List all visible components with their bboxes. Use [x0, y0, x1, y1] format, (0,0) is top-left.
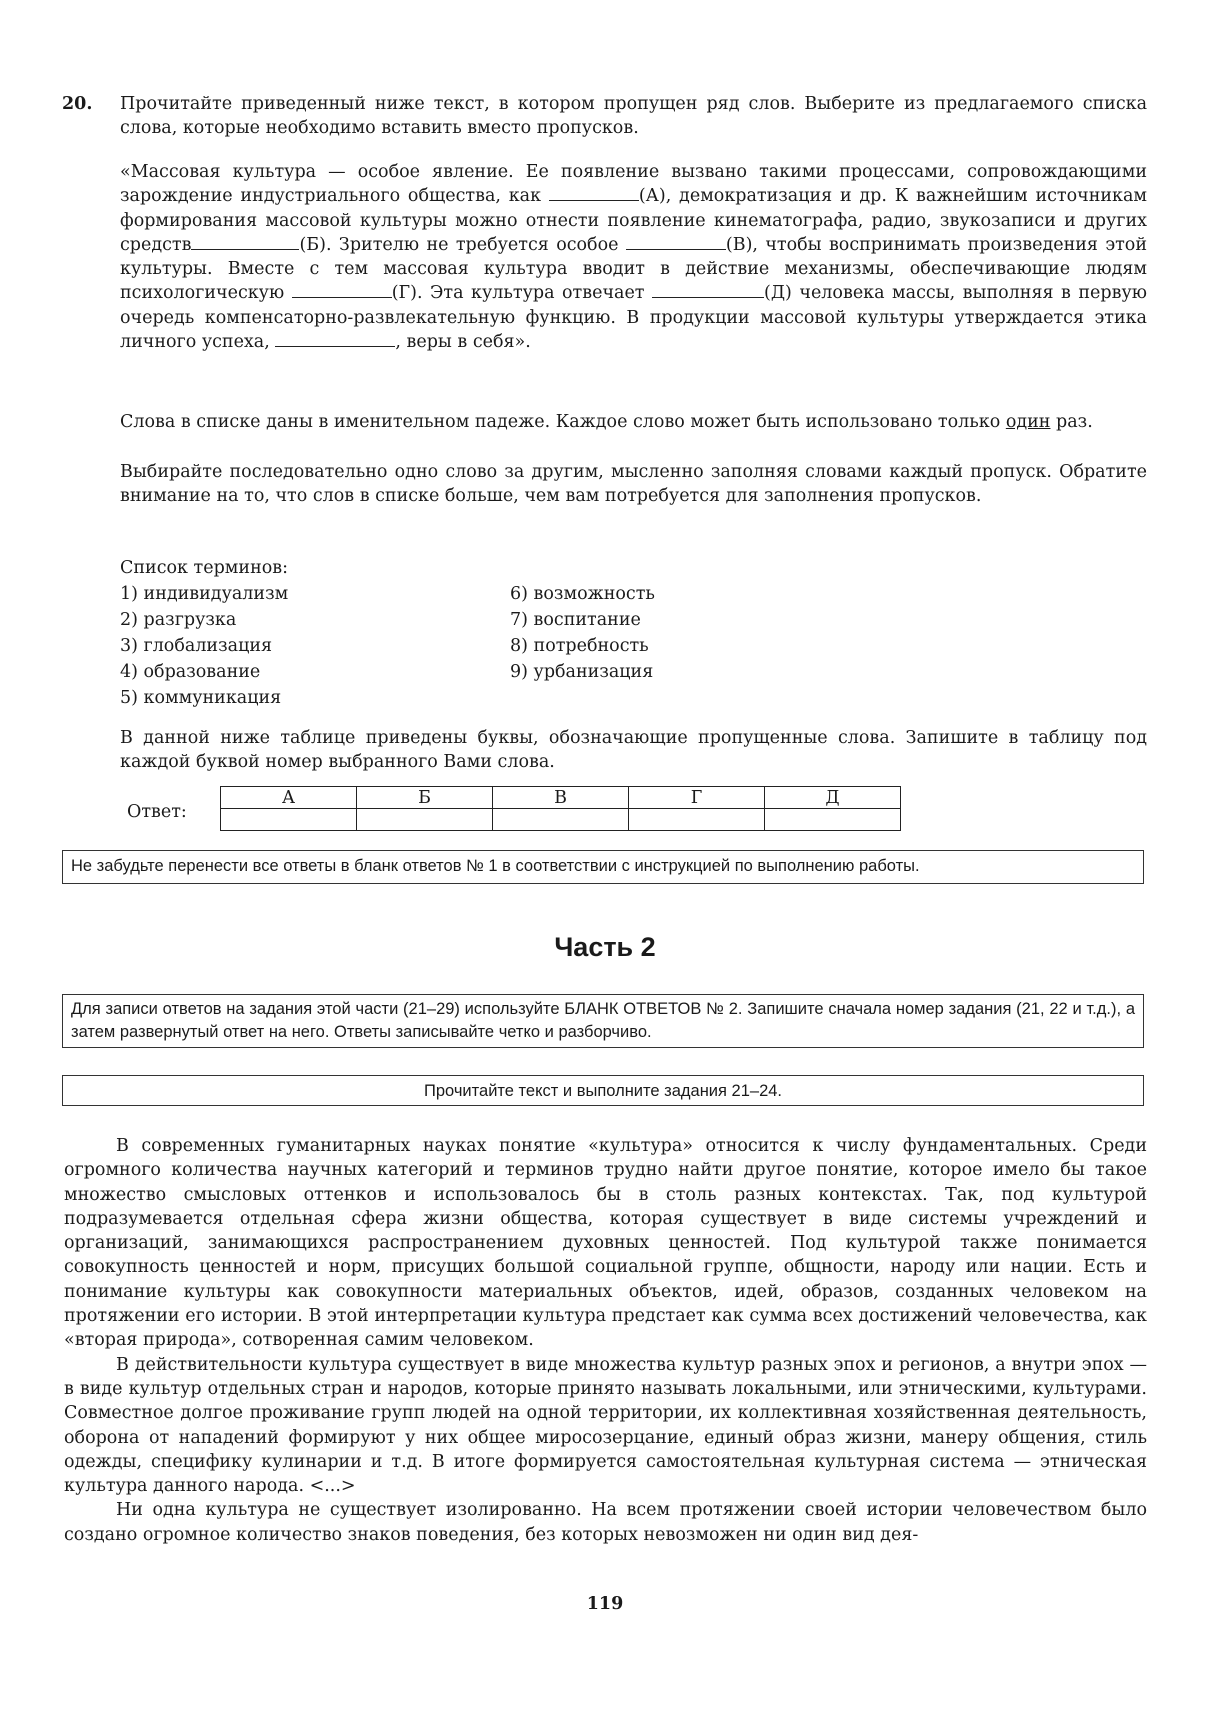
- task-instruction: Прочитайте приведенный ниже текст, в котором пропущен ряд слов. Выберите из предлагаемого списка слова, которые необходимо вставить вместо пропусков.: [120, 94, 1147, 139]
- blank-d: [652, 283, 764, 298]
- term-item: 9) урбанизация: [510, 662, 654, 682]
- answer-header-v: В: [493, 787, 629, 809]
- reading-paragraph: В действительности культура существует в виде множества культур разных эпох и регионов, а внутри эпох — в виде культур отдельных стран и народов, которые принято называть локальными, или этническими, культурами. Совместное долгое проживание групп людей на одной территории, их коллективная хозяйственная деятельность, оборона от нападений формируют у них общее миросозерцание, единый образ жизни, манеру общения, стиль одежды, специфику кулинарии и т.д. В итоге формируется самостоятельная культурная система — этническая культура данного народа. <...>: [64, 1354, 1147, 1497]
- part2-instructions-text: Для записи ответов на задания этой части (21–29) используйте БЛАНК ОТВЕТОВ № 2. Запишите сначала номер задания (21, 22 и т.д.), а затем развернутый ответ на него. Ответы записывайте четко и разборчиво.: [71, 1000, 1135, 1041]
- note-underlined: один: [1005, 412, 1051, 432]
- note-once: [120, 410, 1147, 434]
- answer-header-b: Б: [357, 787, 493, 809]
- blank-g: [292, 283, 392, 298]
- text-part: (Б). Зрителю не требуется особое: [299, 234, 626, 255]
- reading-paragraph: Ни одна культура не существует изолированно. На всем протяжении своей истории человечеством было создано огромное количество знаков поведения, без которых невозможен ни один вид дея-: [64, 1500, 1147, 1545]
- blank-e: [275, 332, 395, 347]
- answer-cell-a[interactable]: [221, 809, 357, 831]
- reminder-box: [62, 850, 1144, 884]
- read-text-label: Прочитайте текст и выполните задания 21–24.: [423, 1082, 783, 1100]
- term-item: 7) воспитание: [510, 610, 641, 630]
- part2-title: Часть 2: [554, 932, 656, 962]
- blank-a: [549, 186, 639, 201]
- gap-fill-text: [120, 160, 1147, 354]
- term-item: 1) индивидуализм: [120, 584, 289, 604]
- term-item: 3) глобализация: [120, 636, 273, 656]
- answer-label: Ответ:: [127, 802, 187, 822]
- reading-paragraph: В современных гуманитарных науках понятие «культура» относится к числу фундаментальных. Среди огромного количества научных категорий и терминов трудно найти другое понятие, которое имело бы такое множество смысловых оттенков и использовалось бы в столь разных контекстах. Так, под культурой подразумевается отдельная сфера жизни общества, которая существует в виде системы учреждений и организаций, занимающихся распространением духовных ценностей. Под культурой также понимается совокупность ценностей и норм, присущих большой социальной группе, общности, народу или нации. Есть и понимание культуры как совокупности материальных объектов, идей, образов, созданных человеком на протяжении его истории. В этой интерпретации культура предстает как сумма всех достижений человечества, как «вторая природа», сотворенная самим человеком.: [64, 1136, 1147, 1351]
- text-part: , веры в себя».: [395, 332, 531, 353]
- answer-cell-b[interactable]: [357, 809, 493, 831]
- answer-header-g: Г: [629, 787, 765, 809]
- term-item: 8) потребность: [510, 636, 649, 656]
- text-part: (В), чтобы воспринимать произведения этой культуры. Вместе с тем массовая культура вводит в действие механизмы, обеспечивающие людям психологическую: [120, 234, 1147, 304]
- blank-v: [626, 235, 726, 250]
- answer-table: [220, 786, 901, 831]
- term-item: 2) разгрузка: [120, 610, 237, 630]
- answer-cell-g[interactable]: [629, 809, 765, 831]
- blank-b: [191, 235, 299, 250]
- answer-header-d: Д: [765, 787, 901, 809]
- terms-title: Список терминов:: [120, 558, 289, 578]
- task-number: 20.: [62, 94, 93, 114]
- text-part: (Г). Эта культура отвечает: [391, 283, 652, 304]
- reminder-text: Не забудьте перенести все ответы в бланк ответов № 1 в соответствии с инструкцией по выполнению работы.: [71, 857, 920, 875]
- page-number: 119: [586, 1594, 624, 1614]
- text-part: (Д) человека массы, выполняя в первую очередь компенсаторно-развлекательную функцию. В продукции массовой культуры утверждается этика личного успеха,: [120, 283, 1147, 353]
- terms-list: [120, 582, 810, 710]
- text-part: «Массовая культура — особое явление. Ее появление вызвано такими процессами, сопровождающими зарождение индустриального общества, как: [120, 162, 1147, 207]
- term-item: 5) коммуникация: [120, 688, 282, 708]
- reading-text: [64, 1134, 1147, 1547]
- answer-cell-v[interactable]: [493, 809, 629, 831]
- note-text: Слова в списке даны в именительном падеже. Каждое слово может быть использовано только: [120, 412, 1006, 432]
- note-sequence: Выбирайте последовательно одно слово за другим, мысленно заполняя словами каждый пропуск. Обратите внимание на то, что слов в списке больше, чем вам потребуется для заполнения пропусков.: [120, 462, 1147, 507]
- term-item: 4) образование: [120, 662, 261, 682]
- note-text: раз.: [1050, 412, 1093, 432]
- answer-header-a: А: [221, 787, 357, 809]
- part2-instructions-box: [62, 994, 1144, 1048]
- table-instruction: В данной ниже таблице приведены буквы, обозначающие пропущенные слова. Запишите в таблицу под каждой буквой номер выбранного Вами слова.: [120, 728, 1147, 773]
- text-part: (А), демократизация и др. К важнейшим источникам формирования массовой культуры можно отнести появление кинематографа, радио, звукозаписи и других средств: [120, 186, 1148, 255]
- read-text-box: [62, 1075, 1144, 1106]
- answer-cell-d[interactable]: [765, 809, 901, 831]
- term-item: 6) возможность: [510, 584, 655, 604]
